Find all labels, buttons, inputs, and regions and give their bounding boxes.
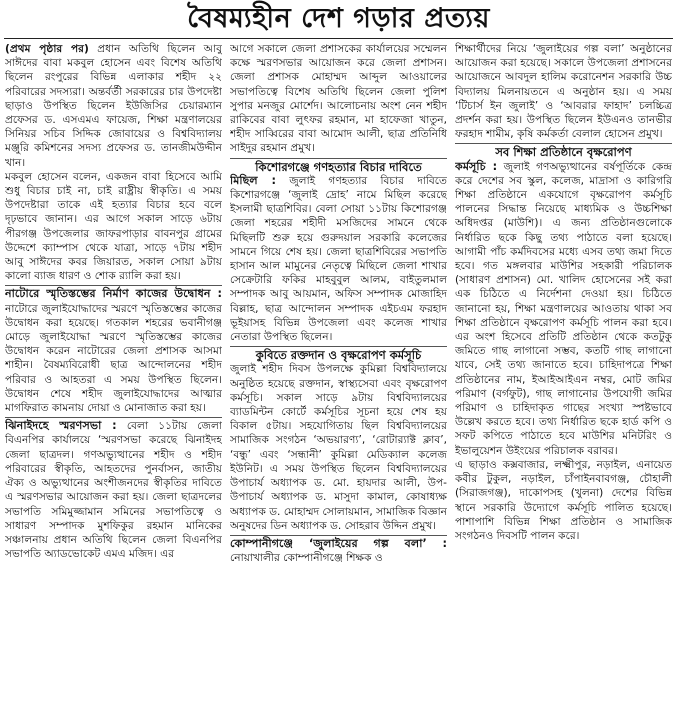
column-2 bbox=[230, 42, 447, 718]
section-text: জুলাই গণহত্যার বিচার দাবিতে কিশোরগঞ্জে ‘জুলাই দ্রোহ’ নামে মিছিল করেছে ইসলামী ছাত্রশিবির। বেলা সোয়া ১১টায় কিশোরগঞ্জ জেলা শহরের শহীদী মসজিদের সামনে থেকে মিছিলটি শুরু হয়ে গুরুদয়াল সরকারি কলেজের সামনে গিয়ে শেষ হয়। জেলা ছাত্রশিবিরের সভাপতি হাসান আল মামুনের নেতৃত্বে মিছিলে জেলা শাখার সেক্রেটারি ফকির মাহবুবুল আলম, বাইতুলমাল সম্পাদক আবু আয়মান, অফিস সম্পাদক মোজাহিদ বিল্লাহ, ছাত্র আন্দোলন সম্পাদক এইচএম ফরহাদ ভূইয়াসহ বিভিন্ন উপজেলা এবং কলেজ শাখার নেতারা উপস্থিত ছিলেন। bbox=[230, 174, 447, 344]
section-heading: মিছিল : bbox=[230, 173, 276, 187]
section-text: জুলাই শহীদ দিবস উপলক্ষে কুমিল্লা বিশ্ববিদ্যালয়ে অনুষ্ঠিত হয়েছে রক্তদান, স্বাস্থ্যসেবা এবং বৃক্ষরোপণ কর্মসূচি। সকাল সাড়ে ৯টায় বিশ্ববিদ্যালয়ের ব্যাডমিন্টন কোর্টে কর্মসূচির সূচনা হয়ে শেষ হয় বিকাল ৫টায়। সহযোগিতায় ছিল বিশ্ববিদ্যালয়ের সামাজিক সংগঠন ‘অভয়ারণ্য’, ‘রোটার‌্যাক্ট ক্লাব’, ‘বন্ধু’ এবং ‘সন্ধানী’ কুমিল্লা মেডিক্যাল কলেজ ইউনিট। এ সময় উপস্থিত ছিলেন বিশ্ববিদ্যালয়ের উপাচার্য অধ্যাপক ড. মো. হায়দার আলী, উপ-উপাচার্য অধ্যাপক ড. মাসুদা কামাল, কোষাধ্যক্ষ অধ্যাপক ড. মোহাম্মদ সোলায়মান, সামাজিক বিজ্ঞান অনুষদের ডিন অধ্যাপক ড. সোহরাব উদ্দিন প্রমুখ। bbox=[230, 363, 447, 532]
column-1 bbox=[5, 42, 222, 718]
article-columns bbox=[0, 39, 677, 718]
section-title: কিশোরগঞ্জে গণহত্যার বিচার দাবিতে bbox=[255, 159, 422, 174]
headline: বৈষম্যহীন দেশ গড়ার প্রত্যয় bbox=[187, 3, 490, 34]
continuation-marker: (প্রথম পৃষ্ঠার পর) bbox=[5, 43, 89, 55]
paragraph bbox=[5, 42, 222, 170]
section-divider bbox=[230, 535, 447, 536]
paragraph: মকবুল হোসেন বলেন, একজন বাবা হিসেবে আমি শুধু বিচার চাই না, চাই রাষ্ট্রীয় স্বীকৃতি। এ সময় উপদেষ্টারা তাকে এই হত্যার বিচার হবে বলে দৃঢ়ভাবে জানান। এর আগে সকাল সাড়ে ৬টায় পীরগঞ্জ উপজেলার জাফরপাড়ার বাবনপুর গ্রামের উদ্দেশে ক্যাম্পাস থেকে যাত্রা, সাড়ে ৭টায় শহীদ আবু সাঈদের কবর জিয়ারত, সকাল সোয়া ৯টায় কালো ব্যাজ ধারণ ও শোক র‌্যালি করা হয়। bbox=[5, 170, 222, 283]
section-text: বেলা ১১টায় জেলা বিএনপির কার্যালয়ে ‘স্মরণসভা করেছে ঝিনাইদহ জেলা ছাত্রদল। গণঅভ্যুত্থানের শহীদ ও শহীদ পরিবারের স্বীকৃতি, আহতদের পুনর্বাসন, জাতীয় ঐক্য ও অভ্যুত্থানের অংশীজনদের স্বীকৃতির দাবিতে এ স্মরণসভার আয়োজন করা হয়। জেলা ছাত্রদলের সভাপতি সমিমুজ্জামান সমিনের সভাপতিত্বে ও সাধারণ সম্পাদক মুশফিকুর রহমান মানিকের সঞ্চালনায় প্রধান অতিথি ছিলেন জেলা বিএনপির সভাপতি অ্যাডভোকেট এমএ মজিদ। এর bbox=[5, 420, 222, 561]
section-heading: ঝিনাইদহে স্মরণসভা : bbox=[5, 419, 117, 433]
section-kishoreganj bbox=[230, 174, 447, 344]
section-title: সব শিক্ষা প্রতিষ্ঠানে বৃক্ষরোপণ bbox=[495, 145, 632, 160]
section-text: নাটোরে জুলাইযোদ্ধাদের স্মরণে স্মৃতিস্তম্ভের কাজের উদ্বোধন করা হয়েছে। গতকাল শহরের ভবানীগঞ্জ মোড়ে জুলাইযোদ্ধা স্মরণে স্মৃতিস্তম্ভের কাজের উদ্বোধন করেন নাটোরের জেলা প্রশাসক আসমা শাহীন। বৈষম্যবিরোধী ছাত্র আন্দোলনের শহীদ পরিবার ও আহতরা এ সময় উপস্থিত ছিলেন। উদ্বোধন শেষে শহীদ জুলাইযোদ্ধাদের আত্মার মাগফিরাত কামনায় দোয়া ও মোনাজাত করা হয়। bbox=[5, 302, 222, 415]
section-natore bbox=[5, 287, 222, 415]
column-3 bbox=[455, 42, 672, 718]
section-companiganj bbox=[230, 537, 447, 565]
section-title: কুবিতে রক্তদান ও বৃক্ষরোপণ কর্মসূচি bbox=[255, 348, 422, 363]
section-tree-plantation bbox=[455, 160, 672, 458]
section-divider bbox=[230, 158, 447, 159]
paragraph: শিক্ষার্থীদের নিয়ে ‘জুলাইয়ের গল্প বলা’ অনুষ্ঠানের আয়োজন করা হয়েছে। সকালে উপজেলা প্রশাসনের আয়োজনে আবদুল হালিম করোনেশন সরকারি উচ্চ বিদ্যালয় মিলনায়তনে এ অনুষ্ঠান হয়। এ সময় ‘টিচার্স ইন জুলাই’ ও ‘আবরার ফাহাদ’ চলচ্চিত্র প্রদর্শন করা হয়। উপস্থিত ছিলেন ইউএনও তানভীর ফরহাদ শামীম, কৃষি কর্মকর্তা বেলাল হোসেন প্রমুখ। bbox=[455, 43, 672, 141]
paragraph: আগে সকালে জেলা প্রশাসকের কার্যালয়ের সম্মেলন কক্ষে স্মরণসভার আয়োজন করে জেলা প্রশাসন। জেলা প্রশাসক মোহাম্মদ আব্দুল আওয়ালের সভাপতিত্বে বিশেষ অতিথি ছিলেন জেলা পুলিশ সুপার মনজুর মোর্শেদ। আলোচনায় অংশ নেন শহীদ রাকিবের বাবা লুৎফর রহমান, মা হাফেজা খাতুন, শহীদ সাব্বিরের বাবা আমোদ আলী, ছাত্র প্রতিনিধি সাইদুর রহমান প্রমুখ। bbox=[230, 43, 447, 155]
section-heading: কোম্পানীগঞ্জে ‘জুলাইয়ের গল্প বলা’ : bbox=[230, 536, 447, 550]
section-text: জুলাই গণঅভ্যুত্থানের বর্ষপূর্তিকে কেন্দ্র করে দেশের সব স্কুল, কলেজ, মাদ্রাসা ও কারিগরি শিক্ষা প্রতিষ্ঠানে একযোগে বৃক্ষরোপণ কর্মসূচি পালনের সিদ্ধান্ত নিয়েছে মাধ্যমিক ও উচ্চশিক্ষা অধিদপ্তর (মাউশি)। এ জন্য প্রতিষ্ঠানগুলোকে নির্ধারিত ছকে কিছু তথ্য পাঠাতে বলা হয়েছে। আগামী পাঁচ কর্মদিবসের মধ্যে এসব তথ্য জমা দিতে হবে। গত মঙ্গলবার মাউশির সহকারী পরিচালক (সাধারণ প্রশাসন) মো. খালিদ হোসেনের সই করা এক চিঠিতে এ নির্দেশনা দেওয়া হয়। চিঠিতে জানানো হয়, শিক্ষা মন্ত্রণালয়ের আওতায় থাকা সব শিক্ষা প্রতিষ্ঠানে বৃক্ষরোপণ কর্মসূচি পালন করা হবে। এর অংশ হিসেবে প্রতিটি প্রতিষ্ঠান থেকে কতটুকু জমিতে গাছ লাগানো সম্ভব, কতটি গাছ লাগানো যাবে, সেই তথ্য জানাতে হবে। চাহিদাপত্রে শিক্ষা প্রতিষ্ঠানের নাম, ইআইআইএন নম্বর, মোট জমির পরিমাণ (বর্গফুট), গাছ লাগানোর উপযোগী জমির পরিমাণ ও চাহিদাকৃত গাছের সংখ্যা স্পষ্টভাবে উল্লেখ করতে হবে। তথ্য নির্ধারিত ছকে হার্ড কপি ও সফট কপিতে পাঠাতে হবে মাউশির মনিটরিং ও ইভালুয়েশন উইংয়ের পরিচালক বরাবর। bbox=[455, 160, 672, 457]
section-heading: নাটোরে স্মৃতিস্তম্ভের নির্মাণ কাজের উদ্বোধন : bbox=[5, 287, 222, 301]
paragraph-text: প্রধান অতিথি ছিলেন আবু সাঈদের বাবা মকবুল হোসেন এবং বিশেষ অতিথি ছিলেন রংপুরের বিভিন্ন এলাকার শহীদ ২২ পরিবারের সদস্যরা। অন্তর্বর্তী সরকারের চার উপদেষ্টা ছাড়াও উপস্থিত ছিলেন ইউজিসির চেয়ারম্যান প্রফেসর ড. এসএমএ ফায়েজ, শিক্ষা মন্ত্রণালয়ের সিনিয়র সচিব সিদ্দিক জোবায়ের ও বিশ্ববিদ্যালয় মঞ্জুরি কমিশনের সদস্য প্রফেসর ড. তানজীমউদ্দীন খান। bbox=[5, 43, 222, 169]
section-text: নোয়াখালীর কোম্পানীগঞ্জে শিক্ষক ও bbox=[230, 552, 383, 565]
section-jhenaidah bbox=[5, 419, 222, 561]
paragraph: এ ছাড়াও কক্সবাজার, লক্ষ্মীপুর, নড়াইল, এনায়েত কবীর টুকুল, নড়াইল, চাঁপাইনবাবগঞ্জ, চৌহালী (সিরাজগঞ্জ), দাকোপসহ (খুলনা) দেশের বিভিন্ন স্থানে সরকারি উদ্যোগে কর্মসূচি পালিত হয়েছে। পাশাপাশি বিভিন্ন শিক্ষা প্রতিষ্ঠান ও সামাজিক সংগঠনও দিবসটি পালন করে। bbox=[455, 458, 672, 542]
section-heading: কর্মসূচি : bbox=[455, 159, 498, 173]
